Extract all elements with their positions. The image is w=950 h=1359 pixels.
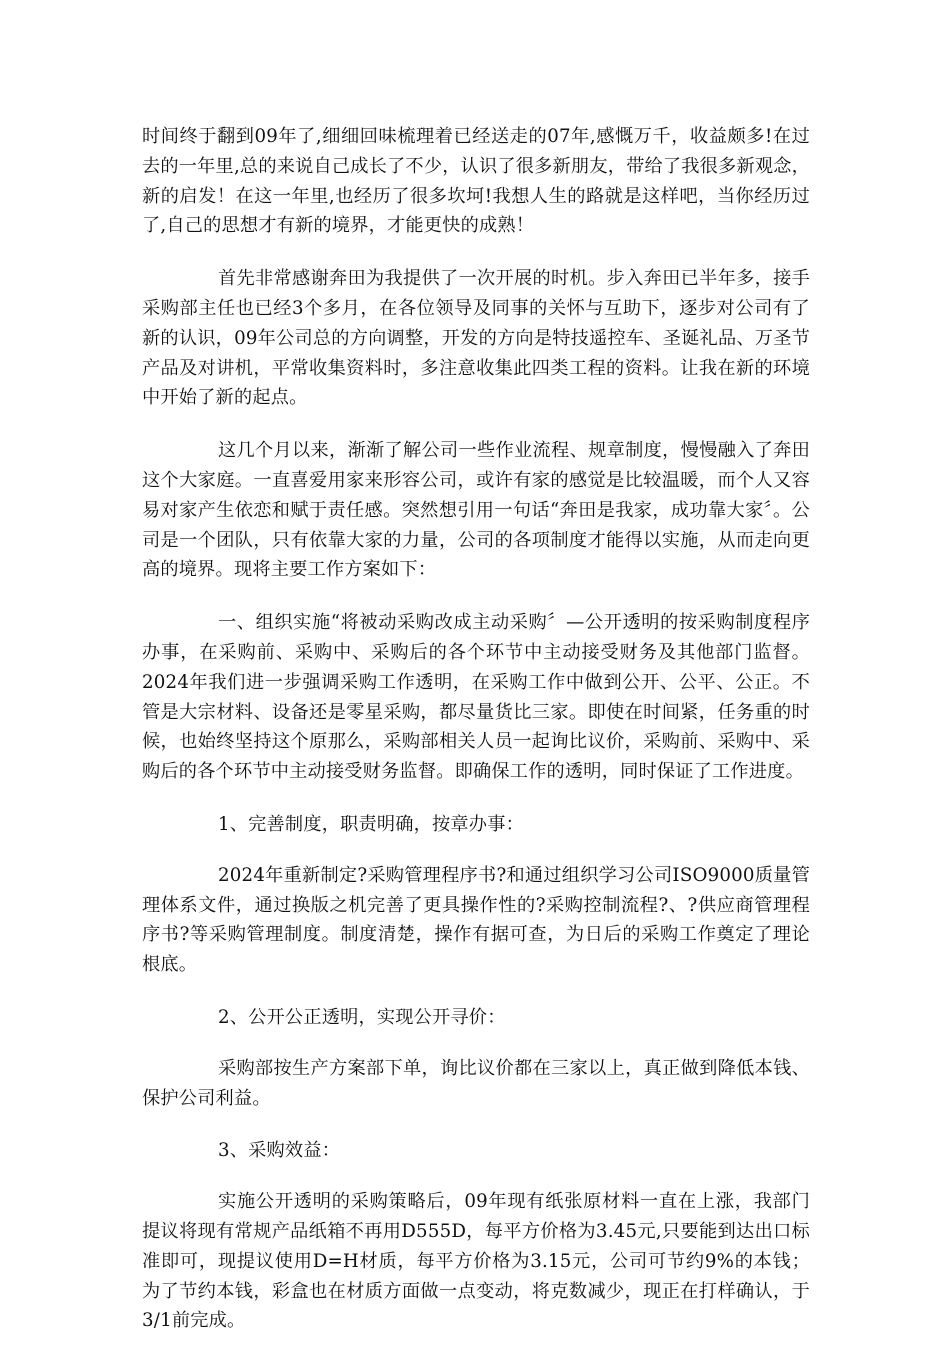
document-body [142, 122, 810, 1359]
paragraph-thanks: 首先非常感谢奔田为我提供了一次开展的时机。步入奔田已半年多，接手采购部主任也已经3个多月，在各位领导及同事的关怀与互助下，逐步对公司有了新的认识，09年公司总的方向调整，开发的方向是特技遥控车、圣诞礼品、万圣节产品及对讲机，平常收集资料时，多注意收集此四类工程的资料。让我在新的环境中开始了新的起点。 [142, 268, 810, 409]
item-2-heading: 2、公开公正透明，实现公开寻价： [218, 1006, 506, 1028]
item-2-paragraph: 采购部按生产方案部下单，询比议价都在三家以上，真正做到降低本钱、保护公司利益。 [142, 1057, 810, 1109]
item-1-heading: 1、完善制度，职责明确，按章办事： [218, 813, 524, 835]
item-3-heading: 3、采购效益： [218, 1140, 341, 1162]
paragraph-months: 这几个月以来，渐渐了解公司一些作业流程、规章制度，慢慢融入了奔田这个大家庭。一直喜爱用家来形容公司，或许有家的感觉是比较温暖，而个人又容易对家产生依恋和赋于责任感。突然想引用一句话“奔田是我家，成功靠大家〞。公司是一个团队，只有依靠大家的力量，公司的各项制度才能得以实施，从而走向更高的境界。现将主要工作方案如下： [142, 440, 810, 581]
section-1-paragraph: 一、组织实施“将被动采购改成主动采购〞—公开透明的按采购制度程序办事，在采购前、采购中、采购后的各个环节中主动接受财务及其他部门监督。2024年我们进一步强调采购工作透明，在采购工作中做到公开、公平、公正。不管是大宗材料、设备还是零星采购，都尽量货比三家。即使在时间紧，任务重的时候，也始终坚持这个原那么，采购部相关人员一起询比议价，采购前、采购中、采购后的各个环节中主动接受财务监督。即确保工作的透明，同时保证了工作进度。 [142, 612, 810, 783]
item-1-paragraph: 2024年重新制定?采购管理程序书?和通过组织学习公司ISO9000质量管理体系文件，通过换版之机完善了更具操作性的?采购控制流程?、?供应商管理程序书?等采购管理制度。制度清楚，操作有据可查，为日后的采购工作奠定了理论根底。 [142, 864, 810, 976]
paragraph-intro: 时间终于翻到09年了,细细回味梳理着已经送走的07年,感慨万千，收益颇多!在过去的一年里,总的来说自己成长了不少，认识了很多新朋友，带给了我很多新观念，新的启发！在这一年里,也经历了很多坎坷!我想人生的路就是这样吧，当你经历过了,自己的思想才有新的境界，才能更快的成熟！ [142, 126, 810, 237]
item-3-paragraph: 实施公开透明的采购策略后，09年现有纸张原材料一直在上涨，我部门提议将现有常规产品纸箱不再用D555D，每平方价格为3.45元,只要能到达出口标准即可，现提议使用D=H材质，每平方价格为3.15元，公司可节约9%的本钱；为了节约本钱，彩盒也在材质方面做一点变动，将克数减少，现正在打样确认，于3/1前完成。 [142, 1191, 810, 1332]
